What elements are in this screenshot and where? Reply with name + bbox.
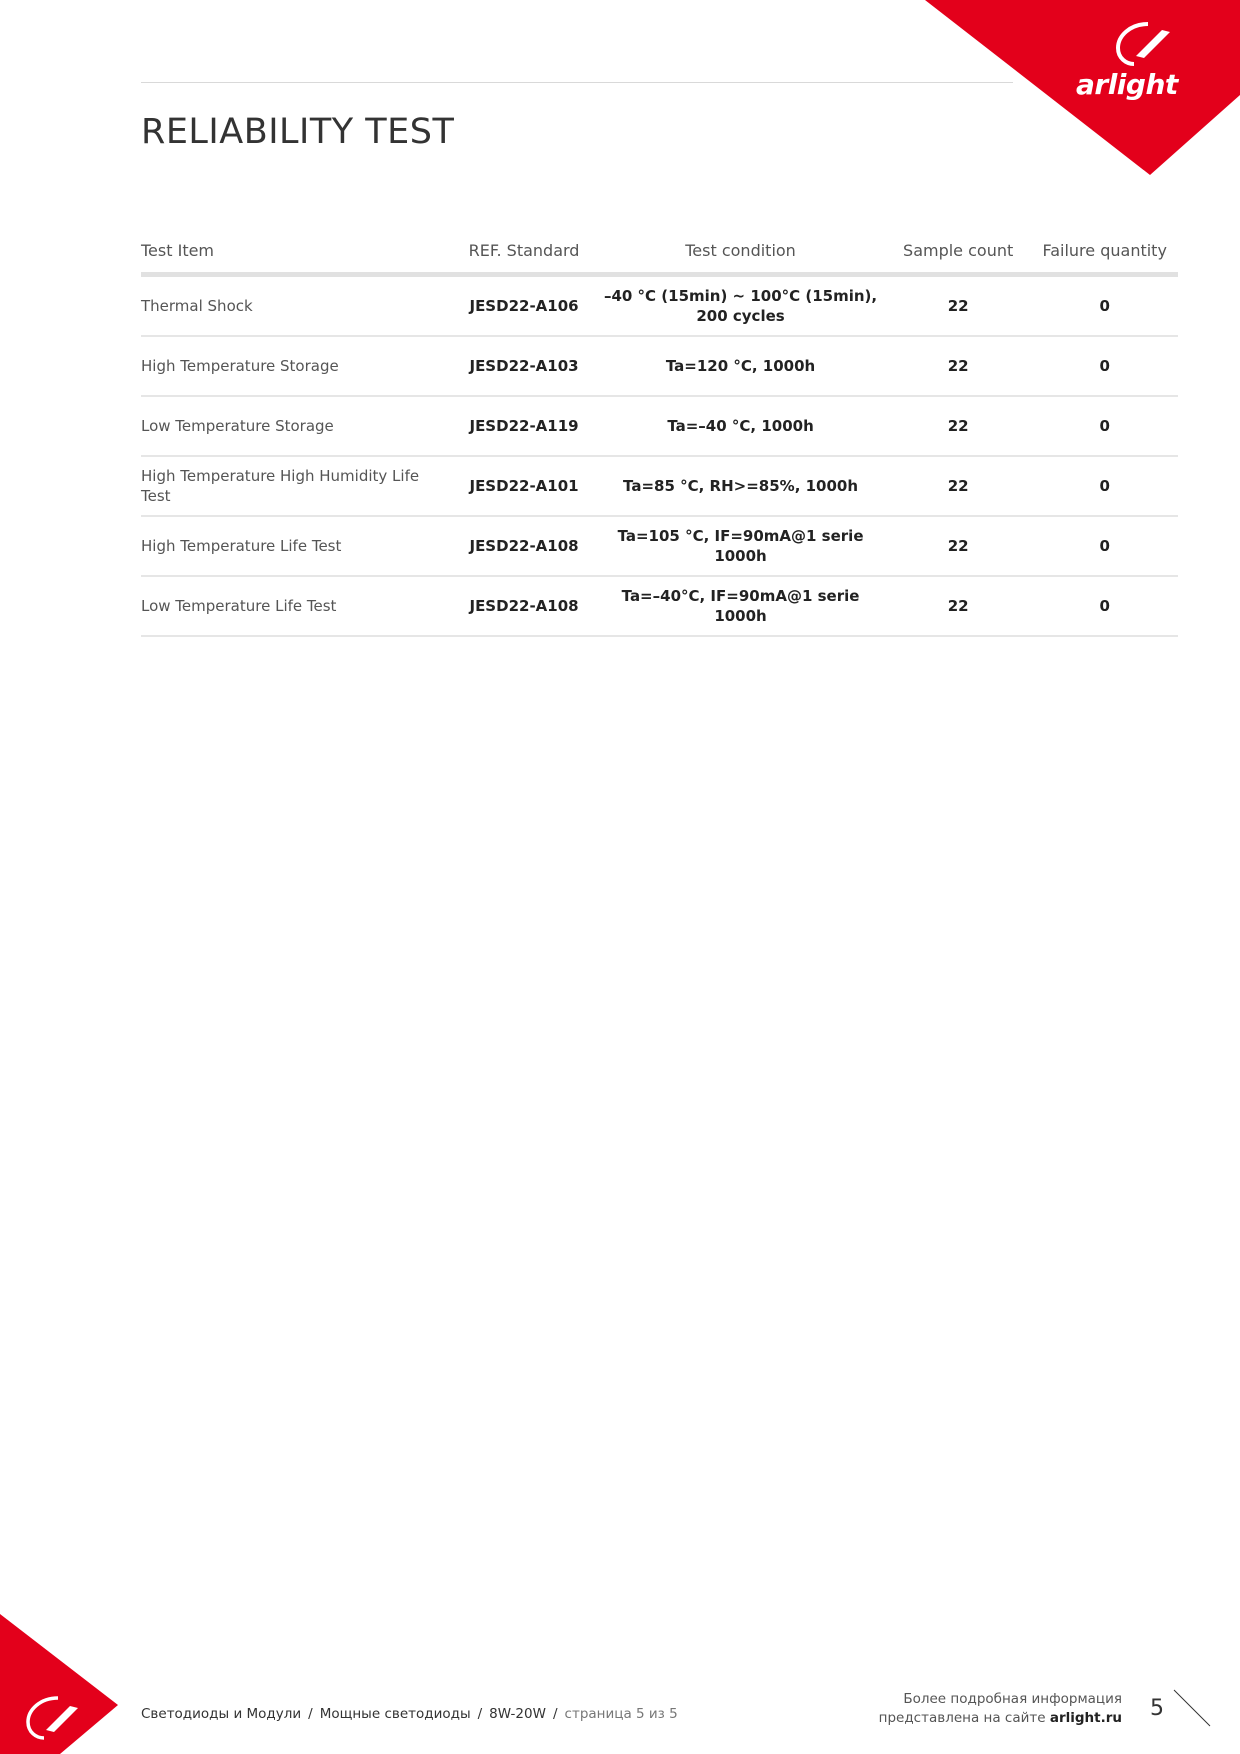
cell-sample-count: 22 — [885, 336, 1032, 396]
cell-test-item: High Temperature Storage — [141, 336, 452, 396]
reliability-table — [141, 208, 1178, 637]
cell-sample-count: 22 — [885, 576, 1032, 636]
cell-test-item: Thermal Shock — [141, 275, 452, 337]
table-row — [141, 336, 1178, 396]
cell-ref-standard: JESD22-A103 — [452, 336, 596, 396]
cell-failure-quantity: 0 — [1031, 336, 1178, 396]
page-divider-slash — [1172, 1688, 1212, 1728]
cell-ref-standard: JESD22-A101 — [452, 456, 596, 516]
breadcrumb-item[interactable]: Светодиоды и Модули — [141, 1706, 302, 1722]
header-divider — [141, 82, 1013, 83]
page-info: страница 5 из 5 — [564, 1706, 678, 1722]
cell-test-item: High Temperature Life Test — [141, 516, 452, 576]
footer-more-info — [879, 1690, 1122, 1728]
table-header-row — [141, 208, 1178, 275]
column-header-ref-standard: REF. Standard — [452, 208, 596, 275]
cell-sample-count: 22 — [885, 516, 1032, 576]
corner-banner-bottom — [0, 1614, 130, 1754]
cell-ref-standard: JESD22-A106 — [452, 275, 596, 337]
footer-breadcrumb — [141, 1706, 678, 1722]
page-title: RELIABILITY TEST — [141, 112, 455, 152]
breadcrumb-separator: / — [308, 1706, 313, 1722]
cell-test-condition: Ta=120 °C, 1000h — [596, 336, 885, 396]
cell-test-item: Low Temperature Storage — [141, 396, 452, 456]
breadcrumb-separator: / — [477, 1706, 483, 1722]
column-header-test-condition: Test condition — [596, 208, 885, 275]
breadcrumb-item[interactable]: 8W-20W — [489, 1706, 546, 1722]
cell-failure-quantity: 0 — [1031, 576, 1178, 636]
cell-test-condition: –40 °C (15min) ~ 100°C (15min), 200 cycles — [596, 275, 885, 337]
cell-ref-standard: JESD22-A108 — [452, 576, 596, 636]
cell-sample-count: 22 — [885, 456, 1032, 516]
cell-failure-quantity: 0 — [1031, 275, 1178, 337]
table-row — [141, 516, 1178, 576]
breadcrumb-separator: / — [552, 1706, 558, 1722]
column-header-failure-quantity: Failure quantity — [1031, 208, 1178, 275]
page-number: 5 — [1150, 1696, 1164, 1721]
site-link[interactable]: arlight.ru — [1049, 1710, 1122, 1726]
cell-test-condition: Ta=105 °C, IF=90mA@1 serie 1000h — [596, 516, 885, 576]
arlight-logo-icon — [1114, 20, 1178, 70]
cell-sample-count: 22 — [885, 396, 1032, 456]
cell-failure-quantity: 0 — [1031, 456, 1178, 516]
table-row — [141, 456, 1178, 516]
column-header-test-item: Test Item — [141, 208, 452, 275]
corner-banner-top — [0, 0, 1240, 180]
cell-test-condition: Ta=–40 °C, 1000h — [596, 396, 885, 456]
more-info-line: представлена на сайте — [878, 1710, 1046, 1726]
more-info-line: Более подробная информация — [903, 1691, 1122, 1707]
cell-ref-standard: JESD22-A119 — [452, 396, 596, 456]
table-row — [141, 396, 1178, 456]
cell-sample-count: 22 — [885, 275, 1032, 337]
column-header-sample-count: Sample count — [885, 208, 1032, 275]
cell-test-condition: Ta=85 °C, RH>=85%, 1000h — [596, 456, 885, 516]
table-row — [141, 275, 1178, 337]
table-row — [141, 576, 1178, 636]
cell-test-condition: Ta=–40°C, IF=90mA@1 serie 1000h — [596, 576, 885, 636]
cell-test-item: High Temperature High Humidity Life Test — [141, 456, 452, 516]
cell-failure-quantity: 0 — [1031, 396, 1178, 456]
cell-ref-standard: JESD22-A108 — [452, 516, 596, 576]
brand-logo-text[interactable]: arlight — [1076, 68, 1178, 101]
cell-failure-quantity: 0 — [1031, 516, 1178, 576]
cell-test-item: Low Temperature Life Test — [141, 576, 452, 636]
breadcrumb-item[interactable]: Мощные светодиоды — [319, 1706, 471, 1722]
